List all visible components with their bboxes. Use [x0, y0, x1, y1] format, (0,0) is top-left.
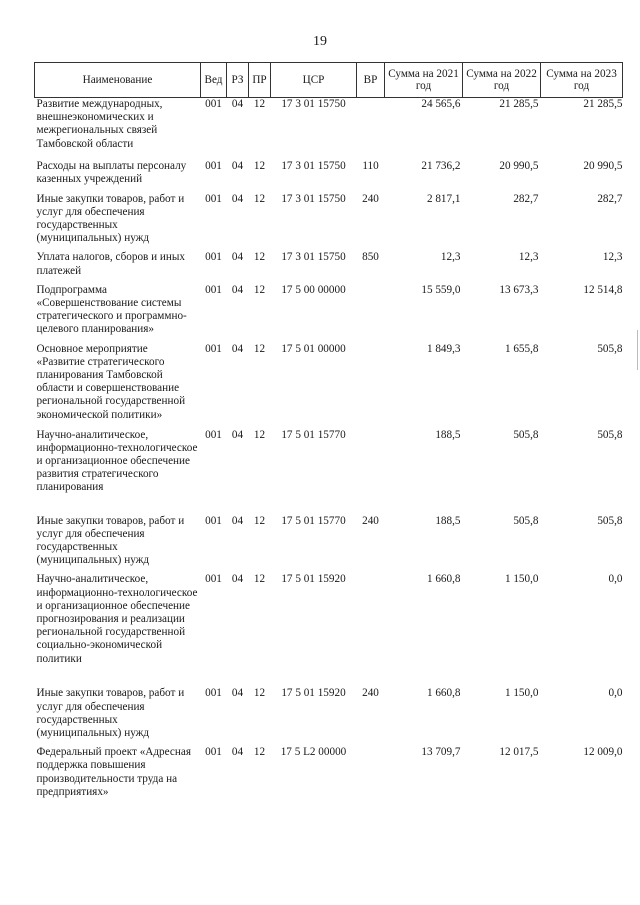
row-sum-2023: 21 285,5 [583, 98, 623, 110]
row-name: Иные закупки товаров, работ и услуг для обеспечения государственных (муниципальных) нужд [36, 687, 185, 739]
row-csr: 17 5 L2 00000 [280, 746, 347, 759]
row-rz: 04 [231, 573, 244, 586]
row-ved: 001 [205, 746, 222, 759]
row-sum-2021: 1 660,8 [426, 687, 461, 700]
table-row [35, 573, 623, 687]
row-vr: 240 [362, 514, 379, 527]
row-sum-2023: 12 009,0 [583, 746, 623, 759]
row-sum-2022: 1 655,8 [504, 342, 539, 355]
row-sum-2021: 13 709,7 [421, 746, 461, 759]
row-name: Иные закупки товаров, работ и услуг для обеспечения государственных (муниципальных) нужд [36, 514, 185, 567]
row-csr: 17 5 01 15920 [281, 573, 346, 586]
row-rz: 04 [231, 283, 244, 296]
row-ved: 001 [205, 283, 222, 296]
row-sum-2022: 20 990,5 [499, 159, 539, 172]
row-sum-2022: 505,8 [513, 514, 539, 527]
row-rz: 04 [231, 428, 244, 441]
row-ved: 001 [205, 687, 222, 700]
row-sum-2022: 505,8 [513, 428, 539, 441]
row-name: Подпрограмма «Совершенствование системы стратегического и программно-целевого планирования» [36, 283, 187, 336]
row-csr: 17 5 01 15770 [281, 514, 346, 527]
table-row [35, 251, 623, 283]
table-row [35, 284, 623, 343]
row-csr: 17 5 01 15920 [281, 687, 346, 700]
row-name: Основное мероприятие «Развитие стратегического планирования Тамбовской области и совершенствование региональной государственной экономической политики» [36, 342, 186, 421]
row-name: Научно-аналитическое, информационно-технологическое и организационное обеспечение развития стратегического планирования [36, 428, 198, 494]
row-pr: 12 [253, 159, 266, 172]
table-row [35, 98, 623, 160]
row-sum-2021: 188,5 [435, 428, 461, 441]
row-pr: 12 [253, 251, 266, 264]
row-ved: 001 [205, 514, 222, 527]
header-csr: ЦСР [271, 63, 357, 98]
row-rz: 04 [231, 342, 244, 355]
row-name: Уплата налогов, сборов и иных платежей [36, 251, 186, 277]
row-csr: 17 5 01 00000 [281, 342, 346, 355]
row-csr: 17 3 01 15750 [281, 159, 346, 172]
header-sum-2023: Сумма на 2023 год [541, 63, 623, 98]
row-csr: 17 3 01 15750 [281, 192, 346, 205]
row-sum-2021: 21 736,2 [421, 159, 461, 172]
row-name: Иные закупки товаров, работ и услуг для обеспечения государственных (муниципальных) нужд [36, 192, 185, 245]
row-pr: 12 [253, 342, 266, 355]
row-csr: 17 3 01 15750 [281, 251, 346, 264]
table-row [35, 193, 623, 252]
row-rz: 04 [231, 687, 244, 700]
row-pr: 12 [253, 687, 266, 700]
row-rz: 04 [231, 746, 244, 759]
row-pr: 12 [253, 746, 266, 759]
row-sum-2021: 1 849,3 [426, 342, 461, 355]
row-name: Федеральный проект «Адресная поддержка повышения производительности труда на предприятиях» [36, 746, 191, 798]
table-row [35, 343, 623, 429]
row-sum-2021: 1 660,8 [426, 573, 461, 586]
row-ved: 001 [205, 573, 222, 586]
scan-edge-mark [637, 330, 638, 370]
row-sum-2023: 12 514,8 [583, 283, 623, 296]
row-ved: 001 [205, 251, 222, 264]
table-row [35, 160, 623, 193]
header-sum-2021: Сумма на 2021 год [385, 63, 463, 98]
row-csr: 17 3 01 15750 [281, 98, 346, 110]
table-row [35, 515, 623, 574]
row-rz: 04 [231, 251, 244, 264]
row-sum-2023: 0,0 [608, 687, 623, 700]
page-number: 19 [313, 34, 327, 49]
row-sum-2021: 12,3 [440, 251, 461, 264]
row-vr: 110 [362, 159, 379, 172]
row-sum-2022: 21 285,5 [499, 98, 539, 110]
row-ved: 001 [205, 98, 222, 110]
row-sum-2023: 505,8 [597, 428, 623, 441]
row-rz: 04 [231, 192, 244, 205]
row-name: Расходы на выплаты персоналу казенных учреждений [36, 159, 187, 185]
row-sum-2022: 12 017,5 [499, 746, 539, 759]
table-row [35, 746, 623, 818]
row-sum-2022: 282,7 [513, 192, 539, 205]
row-vr [357, 343, 385, 429]
row-rz: 04 [231, 98, 244, 110]
row-pr: 12 [253, 428, 266, 441]
row-vr: 240 [362, 687, 379, 700]
row-name: Научно-аналитическое, информационно-технологическое и организационное обеспечение прогнозирования и реализации региональной государственной социально-экономической политики [36, 573, 198, 665]
row-sum-2023: 282,7 [597, 192, 623, 205]
row-ved: 001 [205, 342, 222, 355]
row-vr [357, 746, 385, 818]
row-sum-2022: 13 673,3 [499, 283, 539, 296]
header-name: Наименование [35, 63, 201, 98]
table-row [35, 687, 623, 746]
row-csr: 17 5 00 00000 [281, 283, 346, 296]
budget-table [34, 62, 623, 818]
row-vr [357, 284, 385, 343]
row-sum-2021: 15 559,0 [421, 283, 461, 296]
row-rz: 04 [231, 514, 244, 527]
row-vr [357, 98, 385, 160]
row-sum-2023: 12,3 [602, 251, 623, 264]
table-body [35, 98, 623, 819]
row-pr: 12 [253, 283, 266, 296]
row-ved: 001 [205, 159, 222, 172]
row-sum-2021: 24 565,6 [421, 98, 461, 110]
row-pr: 12 [253, 98, 266, 110]
header-sum-2022: Сумма на 2022 год [463, 63, 541, 98]
row-vr: 850 [362, 251, 379, 264]
row-sum-2022: 1 150,0 [504, 687, 539, 700]
table-row [35, 429, 623, 515]
header-vr: ВР [357, 63, 385, 98]
row-sum-2023: 0,0 [608, 573, 623, 586]
row-sum-2023: 505,8 [597, 342, 623, 355]
row-sum-2021: 188,5 [435, 514, 461, 527]
row-rz: 04 [231, 159, 244, 172]
row-vr [357, 573, 385, 687]
row-pr: 12 [253, 573, 266, 586]
header-pr: ПР [249, 63, 271, 98]
row-vr: 240 [362, 192, 379, 205]
row-pr: 12 [253, 514, 266, 527]
row-sum-2021: 2 817,1 [426, 192, 461, 205]
row-ved: 001 [205, 192, 222, 205]
row-pr: 12 [253, 192, 266, 205]
header-rz: РЗ [227, 63, 249, 98]
row-ved: 001 [205, 428, 222, 441]
row-sum-2023: 505,8 [597, 514, 623, 527]
table-header [35, 63, 623, 98]
row-name: Развитие международных, внешнеэкономических и межрегиональных связей Тамбовской области [36, 98, 163, 150]
row-csr: 17 5 01 15770 [281, 428, 346, 441]
row-sum-2023: 20 990,5 [583, 159, 623, 172]
row-vr [357, 429, 385, 515]
header-ved: Вед [201, 63, 227, 98]
row-sum-2022: 1 150,0 [504, 573, 539, 586]
row-sum-2022: 12,3 [518, 251, 539, 264]
